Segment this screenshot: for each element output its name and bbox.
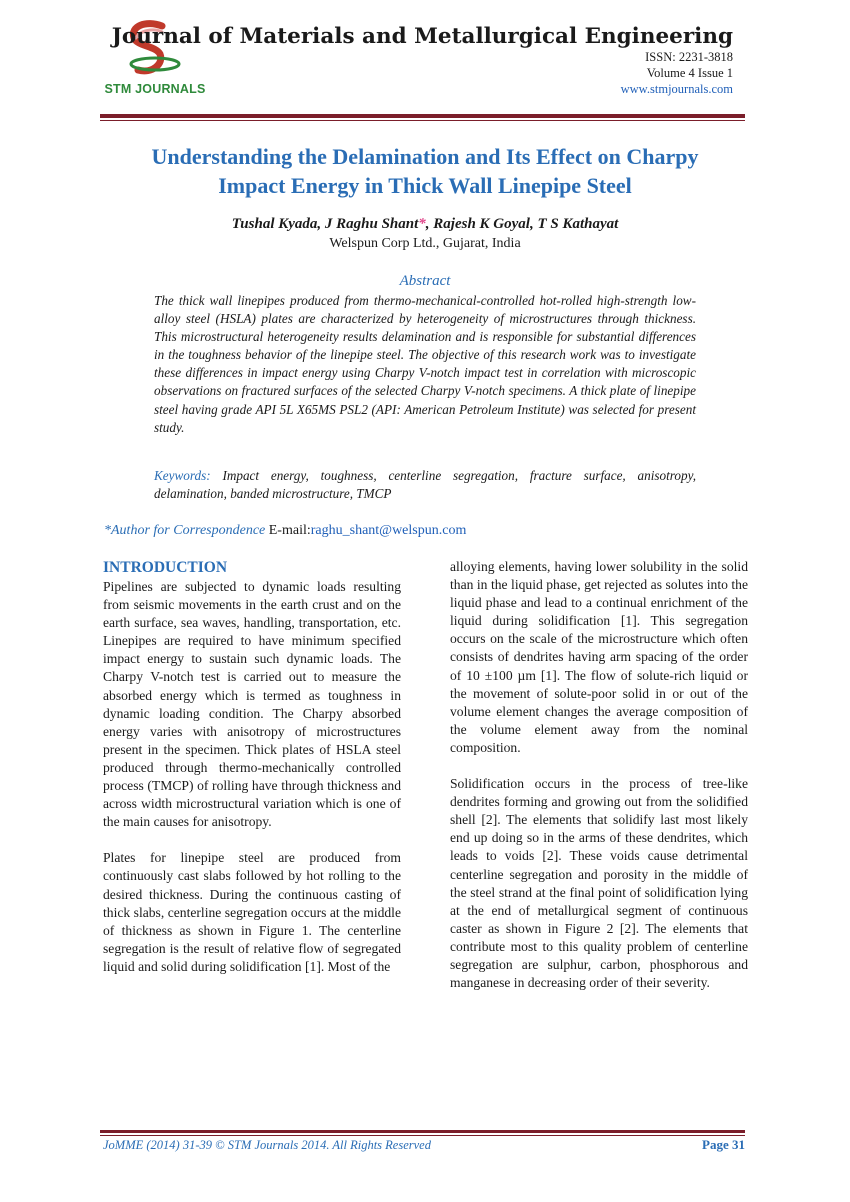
left-column [103,558,401,994]
paragraph: alloying elements, having lower solubility in the solid than in the liquid phase, get rejected as solutes into the liquid phase and lead to a continual enrichment of the liquid during solidification [1]. This segregation occurs on the scale of the microstructure which often consists of dendrites having arm spacing of the order of 10 ±100 µm [1]. The flow of solute-rich liquid or the movement of solute-poor solid in or out of the volume element changes the average composition of the volume element away from the nominal composition. [450,559,748,755]
author-list [100,216,750,233]
journal-url-link[interactable]: www.stmjournals.com [620,82,733,96]
keywords-label: Keywords: [154,468,211,483]
abstract-text: The thick wall linepipes produced from thermo-mechanical-controlled hot-rolled high-strength low-alloy steel (HSLA) plates are characterized by heterogeneity of microstructures through thickness. This microstructural heterogeneity results delamination and is responsible for substantial differences in the toughness behavior of the linepipe steel. The objective of this research work was to investigate these differences in impact energy using Charpy V-notch impact test in correlation with microscopic observations on fractured surfaces of the selected Charpy V-notch specimens. A thick plate of linepipe steel having grade API 5L X65MS PSL2 (API: American Petroleum Institute) was selected for present study. [154,293,696,435]
footer-rule [100,1130,745,1133]
journal-issn: ISSN: 2231-3818 [645,50,733,64]
paragraph: Solidification occurs in the process of tree-like dendrites forming and growing out from the solidified shell [2]. The elements that solidify last most likely end up doing so in the arms of these dendrites, which leads to voids [2]. These voids cause detrimental centerline segregation and porosity in the middle of the steel strand at the final point of solidification lying at the end of metallurgical segment of continuous caster as shown in Figure 2 [2]. The elements that contribute most to this quality problem of centerline segregation are sulphur, carbon, phosphorous and manganese in decreasing order of their severity. [450,776,748,991]
correspondence [104,523,466,539]
journal-volume: Volume 4 Issue 1 [646,66,733,80]
abstract-heading: Abstract [399,273,451,289]
correspondence-email-link[interactable]: raghu_shant@welspun.com [310,523,467,538]
affiliation: Welspun Corp Ltd., Gujarat, India [329,236,521,251]
header-rule-thin [100,120,745,121]
correspondence-prefix: E-mail: [268,523,311,538]
keywords-text: Impact energy, toughness, centerline segregation, fracture surface, anisotropy, delamination, banded microstructure, TMCP [154,468,697,501]
section-heading-introduction: INTRODUCTION [103,559,228,576]
footer-rule-thin [100,1135,745,1136]
article-title [100,142,750,200]
paragraph: Pipelines are subjected to dynamic loads resulting from seismic movements in the earth crust and on the earth surface, sea waves, handling, transportation, etc. Linepipes are required to have minimum specified impact energy to sustain such dynamic loads. The Charpy V-notch test is carried out to measure the absorbed energy which is termed as toughness in dynamic loading condition. The Charpy absorbed energy varies with anisotropy of microstructures present in the specimen. Thick plates of HSLA steel produced through thermo-mechanically controlled process (TMCP) of rolling have through thickness and across width microstructural variation which is one of the main causes for anisotropy. [103,579,401,830]
article-title-line2: Impact Energy in Thick Wall Linepipe Steel [218,173,632,198]
header-rule [100,114,745,118]
logo-text: STM JOURNALS [104,82,206,96]
journal-title: Journal of Materials and Metallurgical Engineering [111,24,733,49]
corresponding-author-mark: * [418,216,426,232]
authors-before: Tushal Kyada, J Raghu Shant [231,216,419,232]
right-column [450,558,748,1010]
keywords [154,467,696,503]
paragraph: Plates for linepipe steel are produced from continuously cast slabs followed by hot rolling to the desired thickness. During the continuous casting of thick slabs, centerline segregation occurs at the middle of thickness as shown in Figure 1. The centerline segregation is the result of relative flow of segregated liquid and solid during solidification [1]. Most of the [103,850,401,974]
page-number: Page 31 [702,1137,745,1152]
correspondence-label: *Author for Correspondence [104,523,266,538]
authors-after: , Rajesh K Goyal, T S Kathayat [425,216,619,232]
article-title-line1: Understanding the Delamination and Its Effect on Charpy [151,144,699,169]
footer-citation: JoMME (2014) 31-39 © STM Journals 2014. All Rights Reserved [103,1138,431,1152]
